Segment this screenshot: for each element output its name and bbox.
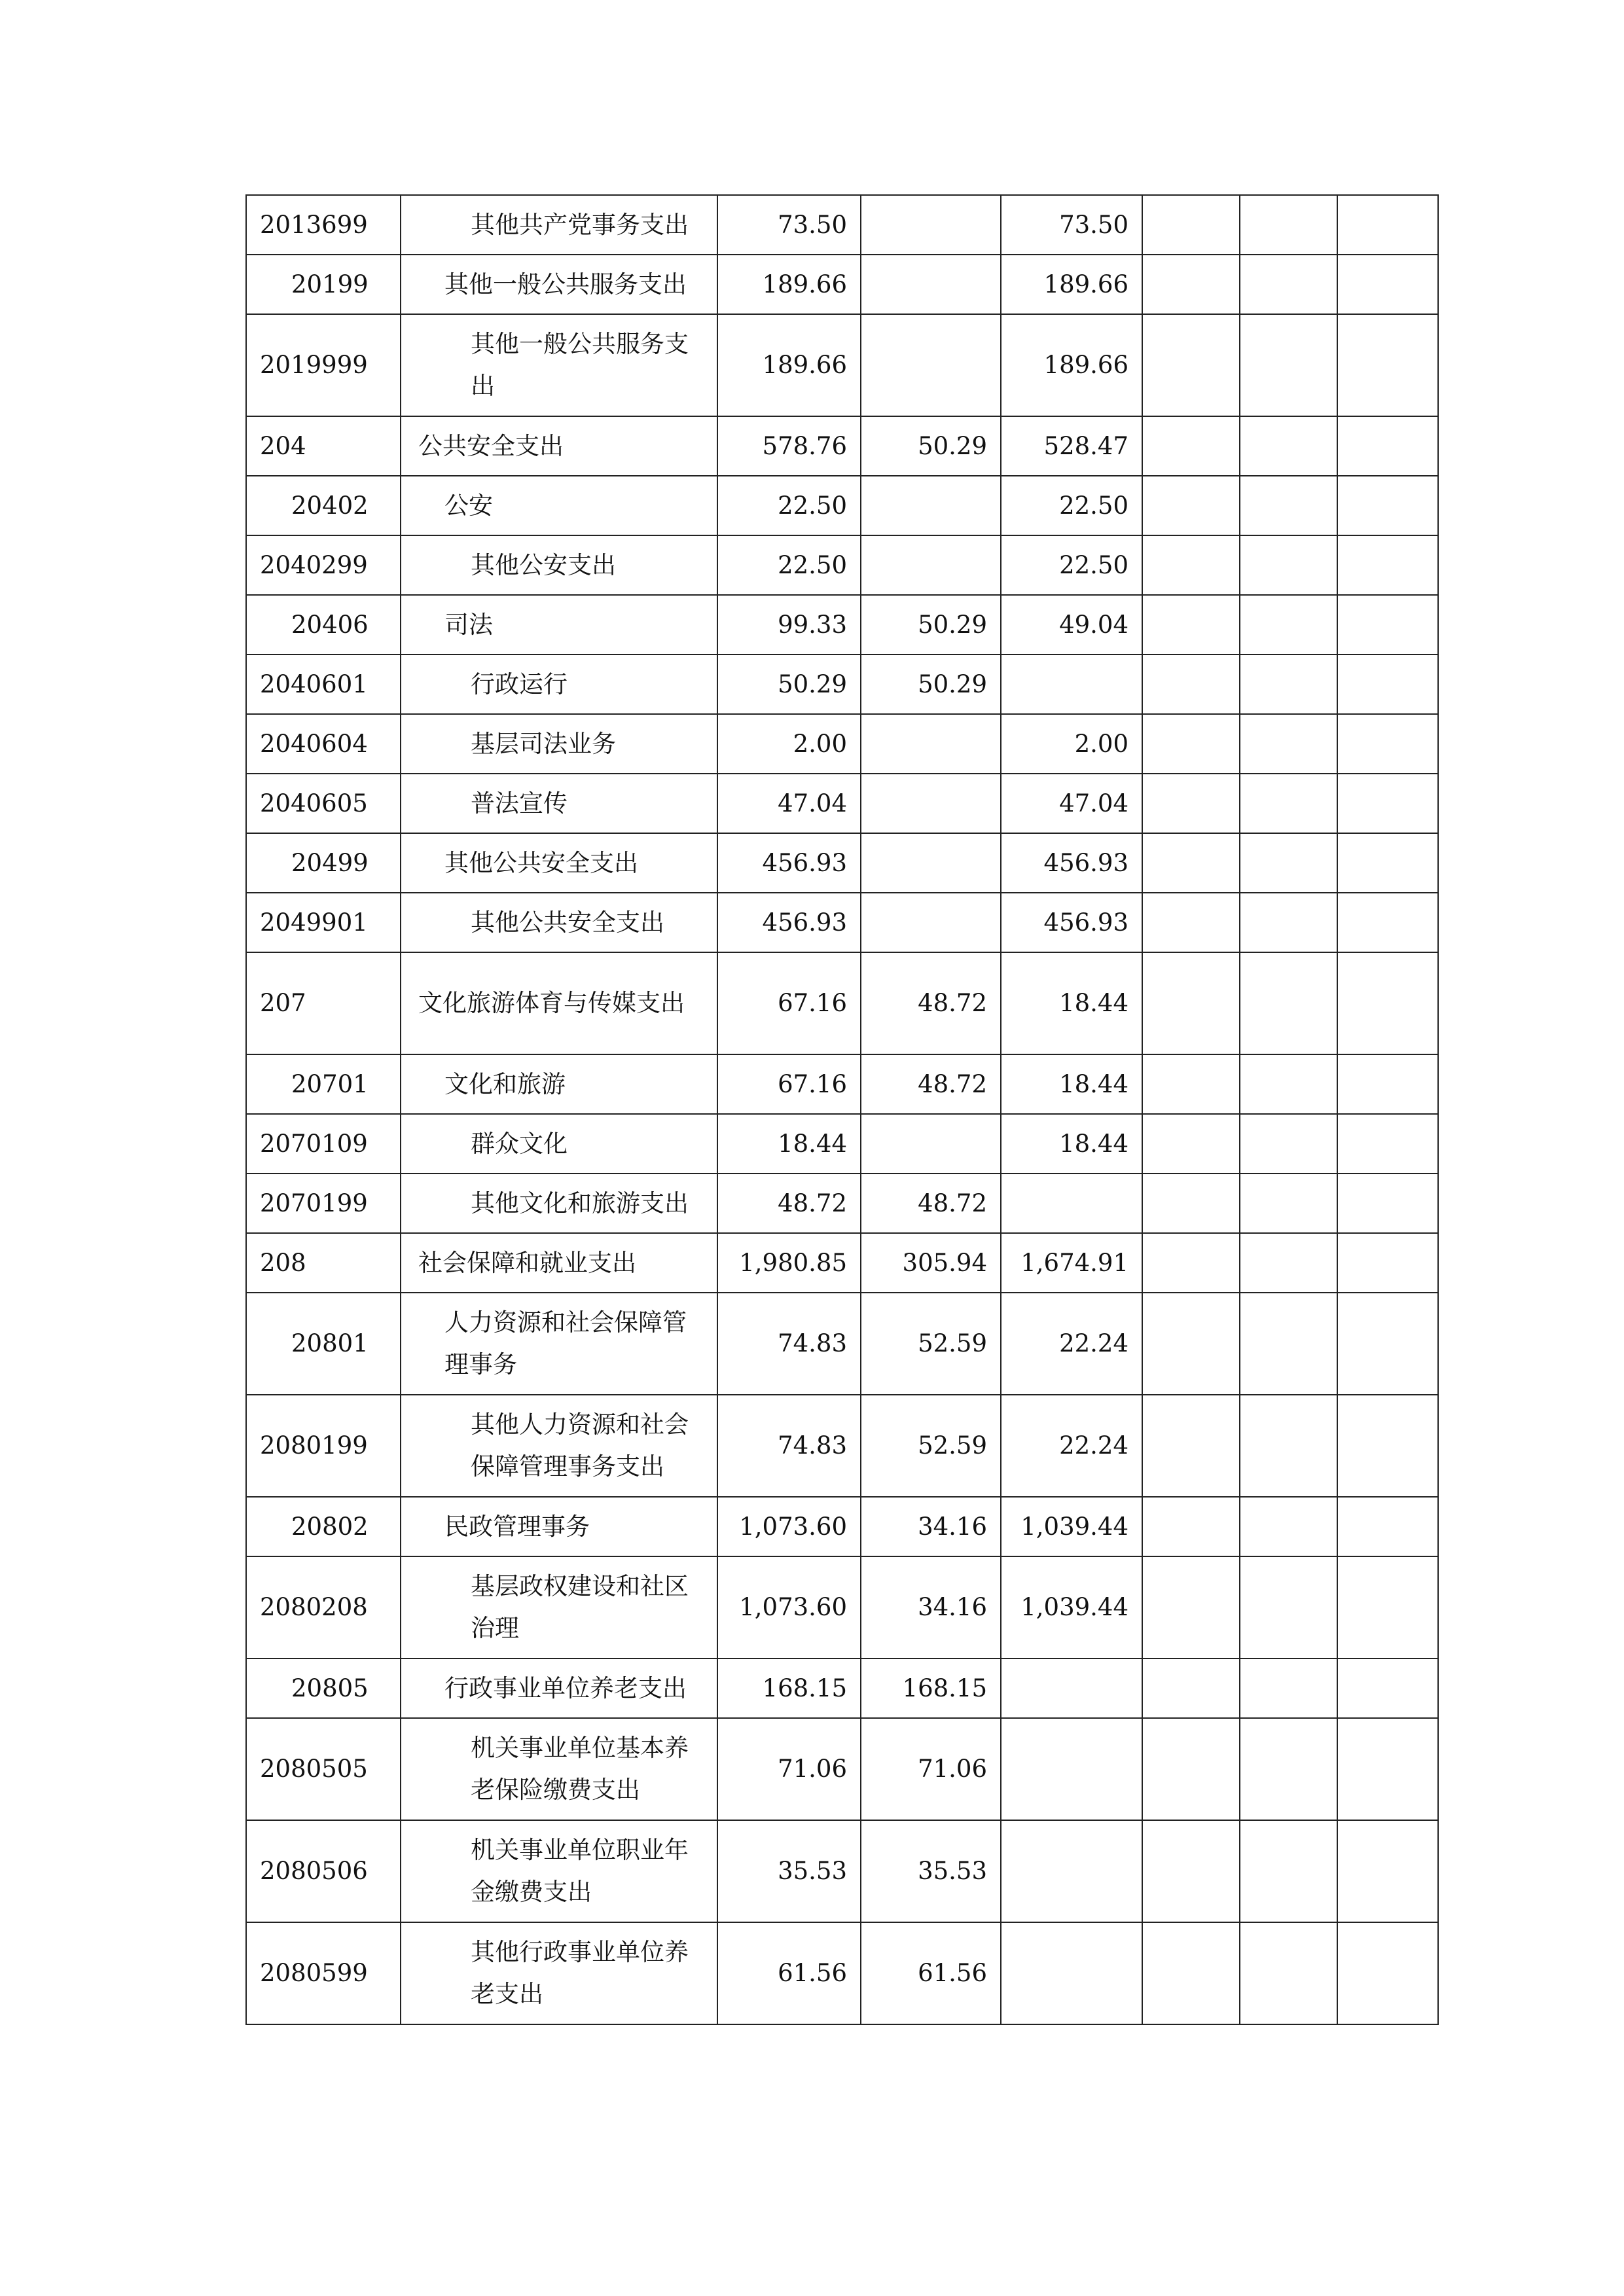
empty-cell: [1337, 1820, 1438, 1922]
code-cell: 2049901: [246, 893, 401, 952]
empty-cell: [1142, 1718, 1240, 1820]
empty-cell: [1142, 1233, 1240, 1293]
empty-cell: [1240, 1497, 1337, 1556]
item-name-cell: 其他公共安全支出: [401, 893, 717, 952]
total-cell: 456.93: [717, 893, 861, 952]
total-cell: 61.56: [717, 1922, 861, 2024]
budget-table: [245, 194, 1439, 2025]
total-cell: 1,073.60: [717, 1497, 861, 1556]
table-row: [246, 255, 1438, 314]
item-name-cell: 普法宣传: [401, 774, 717, 833]
project-expense-cell: [1001, 1174, 1142, 1233]
code-cell: 2040299: [246, 535, 401, 595]
empty-cell: [1142, 595, 1240, 655]
empty-cell: [1240, 1174, 1337, 1233]
project-expense-cell: 2.00: [1001, 714, 1142, 774]
table-body: [246, 195, 1438, 2024]
total-cell: 99.33: [717, 595, 861, 655]
project-expense-cell: 18.44: [1001, 1114, 1142, 1174]
basic-expense-cell: 168.15: [861, 1659, 1001, 1718]
empty-cell: [1240, 774, 1337, 833]
total-cell: 18.44: [717, 1114, 861, 1174]
table-row: [246, 476, 1438, 535]
empty-cell: [1240, 893, 1337, 952]
empty-cell: [1240, 595, 1337, 655]
item-name-cell: 机关事业单位基本养老保险缴费支出: [401, 1718, 717, 1820]
basic-expense-cell: [861, 195, 1001, 255]
code-cell: 20499: [246, 833, 401, 893]
basic-expense-cell: [861, 535, 1001, 595]
empty-cell: [1240, 314, 1337, 416]
empty-cell: [1240, 535, 1337, 595]
empty-cell: [1240, 255, 1337, 314]
project-expense-cell: 22.24: [1001, 1293, 1142, 1395]
total-cell: 2.00: [717, 714, 861, 774]
project-expense-cell: [1001, 1922, 1142, 2024]
empty-cell: [1337, 1395, 1438, 1497]
total-cell: 35.53: [717, 1820, 861, 1922]
project-expense-cell: 1,674.91: [1001, 1233, 1142, 1293]
code-cell: 20701: [246, 1054, 401, 1114]
item-name-cell: 群众文化: [401, 1114, 717, 1174]
code-cell: 2040605: [246, 774, 401, 833]
empty-cell: [1337, 952, 1438, 1054]
empty-cell: [1337, 655, 1438, 714]
table-row: [246, 535, 1438, 595]
table-row: [246, 714, 1438, 774]
empty-cell: [1337, 1497, 1438, 1556]
code-cell: 2070199: [246, 1174, 401, 1233]
basic-expense-cell: 50.29: [861, 595, 1001, 655]
item-name-cell: 司法: [401, 595, 717, 655]
item-name-cell: 公共安全支出: [401, 416, 717, 476]
empty-cell: [1240, 476, 1337, 535]
basic-expense-cell: 48.72: [861, 1054, 1001, 1114]
basic-expense-cell: 52.59: [861, 1395, 1001, 1497]
total-cell: 74.83: [717, 1395, 861, 1497]
project-expense-cell: [1001, 1659, 1142, 1718]
table-row: [246, 195, 1438, 255]
code-cell: 2070109: [246, 1114, 401, 1174]
empty-cell: [1142, 1054, 1240, 1114]
item-name-cell: 其他一般公共服务支出: [401, 255, 717, 314]
item-name-cell: 其他公安支出: [401, 535, 717, 595]
item-name-cell: 行政事业单位养老支出: [401, 1659, 717, 1718]
total-cell: 47.04: [717, 774, 861, 833]
project-expense-cell: 18.44: [1001, 952, 1142, 1054]
project-expense-cell: 49.04: [1001, 595, 1142, 655]
empty-cell: [1142, 255, 1240, 314]
project-expense-cell: 22.50: [1001, 476, 1142, 535]
code-cell: 2080599: [246, 1922, 401, 2024]
code-cell: 20801: [246, 1293, 401, 1395]
total-cell: 48.72: [717, 1174, 861, 1233]
empty-cell: [1142, 1293, 1240, 1395]
empty-cell: [1337, 774, 1438, 833]
basic-expense-cell: 50.29: [861, 416, 1001, 476]
project-expense-cell: 456.93: [1001, 893, 1142, 952]
table-row: [246, 1497, 1438, 1556]
empty-cell: [1337, 535, 1438, 595]
empty-cell: [1142, 1556, 1240, 1659]
total-cell: 1,980.85: [717, 1233, 861, 1293]
project-expense-cell: 22.50: [1001, 535, 1142, 595]
code-cell: 204: [246, 416, 401, 476]
table-row: [246, 655, 1438, 714]
empty-cell: [1337, 714, 1438, 774]
empty-cell: [1240, 1293, 1337, 1395]
basic-expense-cell: 52.59: [861, 1293, 1001, 1395]
project-expense-cell: 47.04: [1001, 774, 1142, 833]
basic-expense-cell: 50.29: [861, 655, 1001, 714]
code-cell: 2040604: [246, 714, 401, 774]
code-cell: 2080199: [246, 1395, 401, 1497]
total-cell: 22.50: [717, 476, 861, 535]
empty-cell: [1337, 893, 1438, 952]
empty-cell: [1142, 655, 1240, 714]
basic-expense-cell: 34.16: [861, 1497, 1001, 1556]
code-cell: 2080506: [246, 1820, 401, 1922]
empty-cell: [1142, 535, 1240, 595]
total-cell: 73.50: [717, 195, 861, 255]
code-cell: 20802: [246, 1497, 401, 1556]
table-row: [246, 1556, 1438, 1659]
basic-expense-cell: 48.72: [861, 952, 1001, 1054]
total-cell: 22.50: [717, 535, 861, 595]
empty-cell: [1337, 1054, 1438, 1114]
code-cell: 2040601: [246, 655, 401, 714]
empty-cell: [1240, 1556, 1337, 1659]
item-name-cell: 文化和旅游: [401, 1054, 717, 1114]
empty-cell: [1240, 833, 1337, 893]
project-expense-cell: 22.24: [1001, 1395, 1142, 1497]
total-cell: 168.15: [717, 1659, 861, 1718]
empty-cell: [1142, 1395, 1240, 1497]
empty-cell: [1337, 314, 1438, 416]
basic-expense-cell: 305.94: [861, 1233, 1001, 1293]
basic-expense-cell: 71.06: [861, 1718, 1001, 1820]
empty-cell: [1142, 1174, 1240, 1233]
item-name-cell: 基层政权建设和社区治理: [401, 1556, 717, 1659]
empty-cell: [1337, 255, 1438, 314]
project-expense-cell: 456.93: [1001, 833, 1142, 893]
code-cell: 2019999: [246, 314, 401, 416]
empty-cell: [1337, 1556, 1438, 1659]
empty-cell: [1142, 774, 1240, 833]
basic-expense-cell: 61.56: [861, 1922, 1001, 2024]
basic-expense-cell: [861, 774, 1001, 833]
item-name-cell: 其他人力资源和社会保障管理事务支出: [401, 1395, 717, 1497]
total-cell: 50.29: [717, 655, 861, 714]
empty-cell: [1240, 1922, 1337, 2024]
table-row: [246, 1922, 1438, 2024]
table-row: [246, 774, 1438, 833]
item-name-cell: 其他文化和旅游支出: [401, 1174, 717, 1233]
empty-cell: [1337, 1718, 1438, 1820]
empty-cell: [1142, 1820, 1240, 1922]
table-row: [246, 314, 1438, 416]
empty-cell: [1240, 714, 1337, 774]
basic-expense-cell: [861, 833, 1001, 893]
empty-cell: [1240, 655, 1337, 714]
empty-cell: [1240, 1114, 1337, 1174]
empty-cell: [1240, 416, 1337, 476]
code-cell: 2013699: [246, 195, 401, 255]
item-name-cell: 机关事业单位职业年金缴费支出: [401, 1820, 717, 1922]
table-row: [246, 952, 1438, 1054]
empty-cell: [1337, 833, 1438, 893]
empty-cell: [1142, 893, 1240, 952]
basic-expense-cell: [861, 714, 1001, 774]
total-cell: 189.66: [717, 255, 861, 314]
empty-cell: [1337, 1174, 1438, 1233]
project-expense-cell: 1,039.44: [1001, 1497, 1142, 1556]
item-name-cell: 民政管理事务: [401, 1497, 717, 1556]
item-name-cell: 行政运行: [401, 655, 717, 714]
project-expense-cell: 1,039.44: [1001, 1556, 1142, 1659]
basic-expense-cell: [861, 476, 1001, 535]
item-name-cell: 公安: [401, 476, 717, 535]
code-cell: 20805: [246, 1659, 401, 1718]
empty-cell: [1142, 952, 1240, 1054]
table-row: [246, 1174, 1438, 1233]
empty-cell: [1337, 1233, 1438, 1293]
total-cell: 71.06: [717, 1718, 861, 1820]
project-expense-cell: [1001, 1718, 1142, 1820]
empty-cell: [1240, 1233, 1337, 1293]
empty-cell: [1142, 195, 1240, 255]
empty-cell: [1142, 1659, 1240, 1718]
basic-expense-cell: [861, 314, 1001, 416]
empty-cell: [1337, 476, 1438, 535]
empty-cell: [1142, 1114, 1240, 1174]
project-expense-cell: 18.44: [1001, 1054, 1142, 1114]
empty-cell: [1337, 1114, 1438, 1174]
code-cell: 208: [246, 1233, 401, 1293]
empty-cell: [1240, 1054, 1337, 1114]
table-row: [246, 595, 1438, 655]
table-row: [246, 1114, 1438, 1174]
empty-cell: [1240, 1659, 1337, 1718]
empty-cell: [1142, 476, 1240, 535]
basic-expense-cell: 35.53: [861, 1820, 1001, 1922]
table-row: [246, 1054, 1438, 1114]
total-cell: 67.16: [717, 1054, 861, 1114]
empty-cell: [1240, 1820, 1337, 1922]
project-expense-cell: 189.66: [1001, 255, 1142, 314]
table-row: [246, 1395, 1438, 1497]
empty-cell: [1337, 1293, 1438, 1395]
empty-cell: [1337, 595, 1438, 655]
item-name-cell: 其他一般公共服务支出: [401, 314, 717, 416]
basic-expense-cell: [861, 893, 1001, 952]
table-row: [246, 1718, 1438, 1820]
table-row: [246, 1659, 1438, 1718]
empty-cell: [1337, 195, 1438, 255]
empty-cell: [1240, 1718, 1337, 1820]
code-cell: 20406: [246, 595, 401, 655]
item-name-cell: 其他公共安全支出: [401, 833, 717, 893]
basic-expense-cell: [861, 1114, 1001, 1174]
project-expense-cell: 189.66: [1001, 314, 1142, 416]
basic-expense-cell: 34.16: [861, 1556, 1001, 1659]
empty-cell: [1337, 1922, 1438, 2024]
total-cell: 74.83: [717, 1293, 861, 1395]
project-expense-cell: 73.50: [1001, 195, 1142, 255]
project-expense-cell: [1001, 1820, 1142, 1922]
empty-cell: [1142, 314, 1240, 416]
empty-cell: [1142, 1497, 1240, 1556]
empty-cell: [1142, 833, 1240, 893]
table-row: [246, 1233, 1438, 1293]
total-cell: 1,073.60: [717, 1556, 861, 1659]
total-cell: 67.16: [717, 952, 861, 1054]
empty-cell: [1142, 416, 1240, 476]
empty-cell: [1337, 416, 1438, 476]
table-row: [246, 1820, 1438, 1922]
item-name-cell: 人力资源和社会保障管理事务: [401, 1293, 717, 1395]
code-cell: 2080505: [246, 1718, 401, 1820]
basic-expense-cell: 48.72: [861, 1174, 1001, 1233]
table-row: [246, 416, 1438, 476]
item-name-cell: 社会保障和就业支出: [401, 1233, 717, 1293]
empty-cell: [1142, 714, 1240, 774]
total-cell: 456.93: [717, 833, 861, 893]
code-cell: 20402: [246, 476, 401, 535]
empty-cell: [1240, 952, 1337, 1054]
table-row: [246, 1293, 1438, 1395]
project-expense-cell: 528.47: [1001, 416, 1142, 476]
empty-cell: [1240, 1395, 1337, 1497]
code-cell: 2080208: [246, 1556, 401, 1659]
empty-cell: [1337, 1659, 1438, 1718]
empty-cell: [1240, 195, 1337, 255]
table-row: [246, 833, 1438, 893]
code-cell: 207: [246, 952, 401, 1054]
item-name-cell: 其他共产党事务支出: [401, 195, 717, 255]
item-name-cell: 其他行政事业单位养老支出: [401, 1922, 717, 2024]
basic-expense-cell: [861, 255, 1001, 314]
item-name-cell: 基层司法业务: [401, 714, 717, 774]
table-row: [246, 893, 1438, 952]
total-cell: 578.76: [717, 416, 861, 476]
total-cell: 189.66: [717, 314, 861, 416]
project-expense-cell: [1001, 655, 1142, 714]
code-cell: 20199: [246, 255, 401, 314]
item-name-cell: 文化旅游体育与传媒支出: [401, 952, 717, 1054]
empty-cell: [1142, 1922, 1240, 2024]
